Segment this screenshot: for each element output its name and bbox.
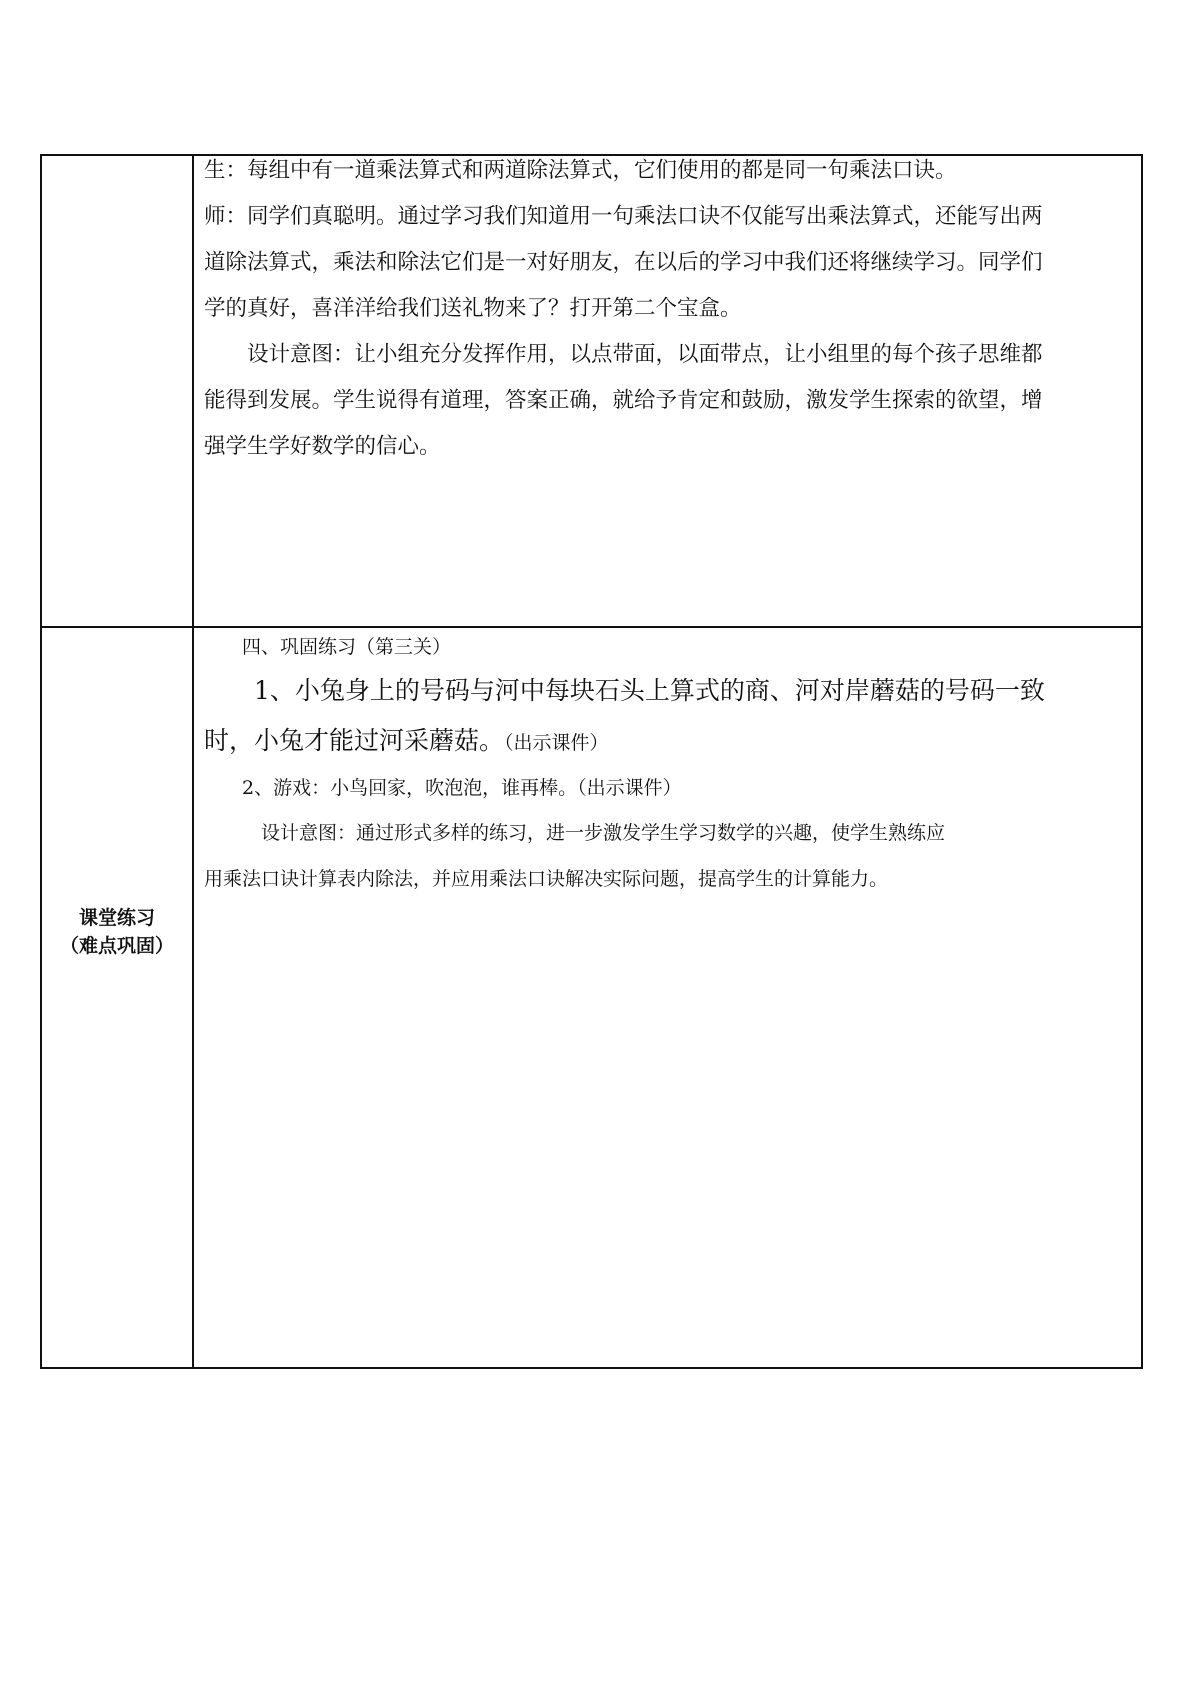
row1-line-7: 强学生学好数学的信心。 <box>204 434 441 459</box>
row1-line-3: 道除法算式，乘法和除法它们是一对好朋友，在以后的学习中我们还将继续学习。同学们 <box>204 250 1043 275</box>
row2-line-4: 2、游戏：小鸟回家，吹泡泡，谁再棒。（出示课件） <box>204 777 682 799</box>
row2-line-3 <box>204 716 1131 766</box>
row1-line-2: 师：同学们真聪明。通过学习我们知道用一句乘法口诀不仅能写出乘法算式，还能写出两 <box>204 204 1043 229</box>
row1-line-1: 生：每组中有一道乘法算式和两道除法算式，它们使用的都是同一句乘法口诀。 <box>204 158 957 183</box>
row2-line-3-note: （出示课件） <box>504 732 609 754</box>
row1-line-6: 能得到发展。学生说得有道理，答案正确，就给予肯定和鼓励，激发学生探索的欲望，增 <box>204 388 1043 413</box>
row2-line-6: 用乘法口诀计算表内除法，并应用乘法口诀解决实际问题，提高学生的计算能力。 <box>204 868 889 890</box>
row2-line-2: 1、小兔身上的号码与河中每块石头上算式的商、河对岸蘑菇的号码一致 <box>204 676 1045 705</box>
row1-content <box>204 148 1131 470</box>
row2-label-line-2: （难点巩固） <box>59 935 174 957</box>
row1-line-5: 设计意图：让小组充分发挥作用，以点带面，以面带点，让小组里的每个孩子思维都 <box>204 342 1043 367</box>
row1-line-4: 学的真好，喜洋洋给我们送礼物来了？打开第二个宝盒。 <box>204 296 742 321</box>
column-divider <box>192 156 194 1367</box>
row2-label-line-1: 课堂练习 <box>78 907 155 929</box>
row2-line-3-main: 时，小兔才能过河采蘑菇。 <box>204 726 505 755</box>
row2-content <box>204 628 1131 902</box>
lesson-plan-table <box>40 154 1143 1369</box>
row2-line-1: 四、巩固练习（第三关） <box>204 636 452 658</box>
row2-label <box>42 904 192 960</box>
row2-line-5: 设计意图：通过形式多样的练习，进一步激发学生学习数学的兴趣，使学生熟练应 <box>204 822 946 844</box>
